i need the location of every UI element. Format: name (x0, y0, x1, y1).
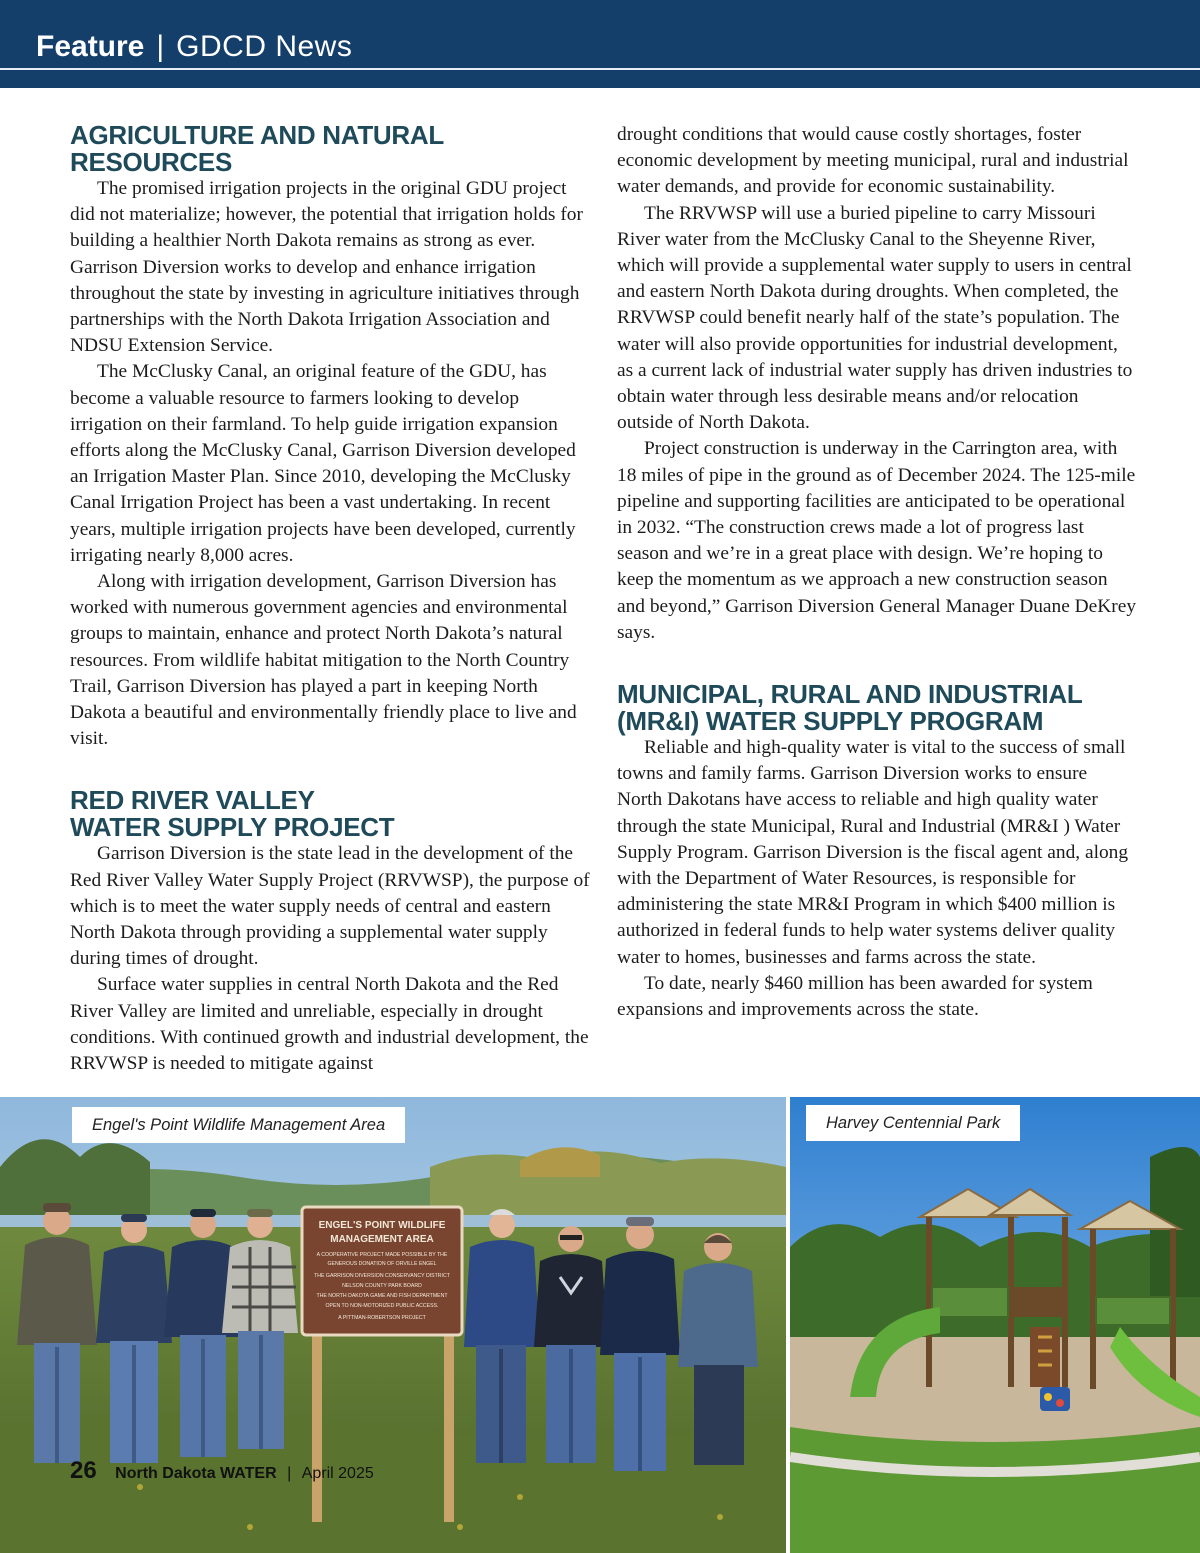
rrvwsp-continued-paragraph: Project construction is underway in the Carrington area, with 18 miles of pipe in the ground as of December 2024. The 125-mile pipeline and supporting facilities are anticipated to be operational in 2032. “The construction crews made a lot of progress last season and we’re in a great place with design. We’re hoping to keep the momentum as we approach a new construction season and beyond,” Garrison Diversion General Manager Duane DeKrey says. (617, 438, 1137, 643)
harvey-park-photo (790, 1097, 1200, 1553)
sign-text-line: ENGEL'S POINT WILDLIFE (318, 1220, 446, 1231)
rrvwsp-paragraph: Garrison Diversion is the state lead in the development of the Red River Valley Water Supply Project (RRVWSP), the purpose of which is to meet the water supply needs of central and eastern North Dakota through providing a supplemental water supply during times of drought. (70, 843, 590, 970)
page-footer (70, 1457, 374, 1485)
page-number: 26 (70, 1457, 97, 1484)
footer-separator: | (287, 1465, 292, 1482)
page-header (0, 0, 1200, 88)
header-rule (0, 68, 1200, 70)
engels-point-caption: Engel's Point Wildlife Management Area (72, 1107, 405, 1143)
agriculture-heading: AGRICULTURE AND NATURAL RESOURCES (70, 120, 444, 177)
agriculture-paragraph: The McClusky Canal, an original feature of the GDU, has become a valuable resource to farmers looking to develop irrigation on their farmland. To help guide irrigation expansion efforts along the McClusky Canal, Garrison Diversion developed an Irrigation Master Plan. Since 2010, developing the McClusky Canal Irrigation Project has been a vast undertaking. In recent years, multiple irrigation projects have been developed, currently irrigating nearly 8,000 acres. (70, 361, 576, 566)
rrvwsp-heading-line: RED RIVER VALLEY (70, 785, 315, 816)
rrvwsp-paragraph: Surface water supplies in central North Dakota and the Red River Valley are limited and unreliable, especially in drought conditions. With continued growth and industrial development, the RRVWSP is needed to mitigate against (70, 974, 589, 1075)
header-publication: GDCD News (176, 30, 353, 63)
sign-text-line: MANAGEMENT AREA (330, 1234, 434, 1245)
mri-heading-line: (MR&I) WATER SUPPLY PROGRAM (617, 706, 1044, 737)
mri-heading-line: MUNICIPAL, RURAL AND INDUSTRIAL (617, 679, 1083, 710)
sign-text-line: OPEN TO NON-MOTORIZED PUBLIC ACCESS. (325, 1303, 439, 1309)
agriculture-paragraph: Along with irrigation development, Garrison Diversion has worked with numerous government agencies and environmental groups to maintain, enhance and protect North Dakota’s natural resources. From wildlife habitat mitigation to the North Country Trail, Garrison Diversion has played a part in keeping North Dakota a beautiful and environmentally friendly place to live and visit. (70, 571, 577, 750)
mri-paragraph: To date, nearly $460 million has been awarded for system expansions and improvements across the state. (617, 972, 1093, 1021)
mri-paragraph: Reliable and high-quality water is vital to the success of small towns and family farms. Garrison Diversion works to ensure North Dakotans have access to reliable and high quality water through the state Municipal, Rural and Industrial (MR&I ) Water Supply Program. Garrison Diversion is the fiscal agent and, along with the Department of Water Resources, is responsible for administering the state MR&I Program in which $400 million is authorized in federal funds to help water systems deliver quality water to homes, businesses and farms across the state. (617, 737, 1129, 968)
sign-text-line: NELSON COUNTY PARK BOARD (342, 1283, 422, 1289)
agriculture-paragraph: The promised irrigation projects in the original GDU project did not materialize; however, the potential that irrigation holds for building a healthier North Dakota remains as strong as ever. Garrison Diversion works to develop and enhance irrigation throughout the state by investing in agriculture initiatives through partnerships with the North Dakota Irrigation Association and NDSU Extension Service. (70, 178, 583, 357)
rrvwsp-heading (70, 787, 590, 841)
right-column (617, 122, 1137, 1023)
header-separator: | (156, 30, 165, 63)
header-section: Feature (36, 30, 145, 63)
rrvwsp-heading-line: WATER SUPPLY PROJECT (70, 812, 395, 843)
left-column (70, 122, 590, 1077)
rrvwsp-continued-paragraph: drought conditions that would cause costly shortages, foster economic development by meeting municipal, rural and industrial water demands, and provide for economic sustainability. (617, 124, 1129, 198)
magazine-name: North Dakota WATER (115, 1465, 277, 1482)
mri-heading (617, 681, 1137, 735)
sign-text-line: A COOPERATIVE PROJECT MADE POSSIBLE BY THE (316, 1252, 448, 1258)
sign-text-line: THE GARRISON DIVERSION CONSERVANCY DISTRICT (314, 1273, 450, 1279)
harvey-park-illustration (790, 1097, 1200, 1553)
sign-text-line: GENEROUS DONATION OF ORVILLE ENGEL (327, 1261, 437, 1267)
rrvwsp-continued-paragraph: The RRVWSP will use a buried pipeline to carry Missouri River water from the McClusky Canal to the Sheyenne River, which will provide a supplemental water supply to users in central and eastern North Dakota during droughts. When completed, the RRVWSP could benefit nearly half of the state’s population. The water will also provide opportunities for industrial development, as a current lack of industrial water supply has driven industries to obtain water through less desirable means and/or relocation outside of North Dakota. (617, 202, 1133, 434)
harvey-park-caption: Harvey Centennial Park (806, 1105, 1020, 1141)
issue-date: April 2025 (301, 1465, 374, 1482)
header-title (36, 28, 352, 66)
sign-text-line: THE NORTH DAKOTA GAME AND FISH DEPARTMENT (316, 1293, 448, 1299)
sign-text-line: A PITTMAN-ROBERTSON PROJECT (338, 1315, 426, 1321)
